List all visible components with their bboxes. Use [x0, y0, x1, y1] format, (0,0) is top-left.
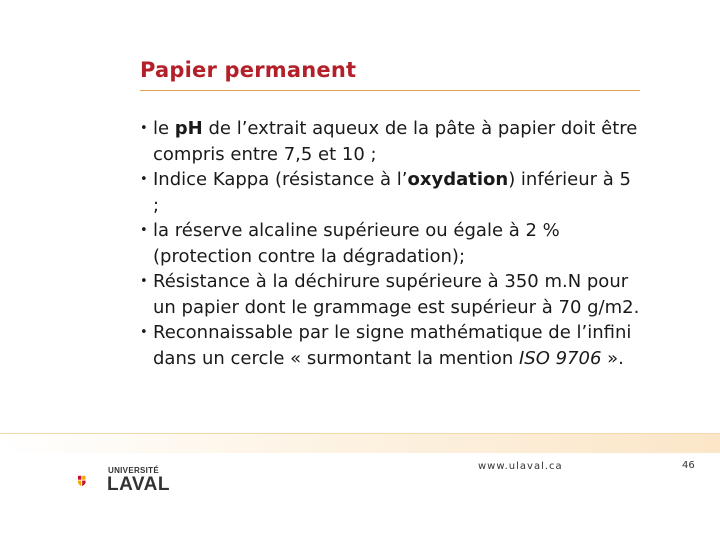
bullet-text: pH — [174, 118, 203, 139]
bullet-text: la réserve alcaline supérieure ou égale à 2 % (protection contre la dégradation); — [153, 220, 560, 267]
bullet-item — [140, 320, 640, 371]
bullet-item — [140, 167, 640, 218]
bullet-item — [140, 218, 640, 269]
bullet-dot-icon: • — [140, 325, 148, 340]
bullet-text: Reconnaissable par le signe mathématique de l’infini dans un cercle « surmontant la mention — [153, 322, 632, 369]
page-number: 46 — [682, 460, 695, 471]
shield-cross-h — [78, 480, 86, 481]
bullet-text: Résistance à la déchirure supérieure à 350 m.N pour un papier dont le grammage est supérieur à 70 g/m2. — [153, 271, 640, 318]
shield-quadrant-bl — [78, 480, 82, 486]
slide-title: Papier permanent — [140, 58, 357, 82]
footer-rule — [0, 433, 720, 434]
footer-band — [0, 433, 720, 453]
bullet-text: ». — [601, 347, 624, 369]
bullet-text: ) inférieur à 5 ; — [153, 169, 631, 216]
bullet-item — [140, 269, 640, 320]
shield-quadrant-tl — [78, 476, 82, 480]
bullet-dot-icon: • — [140, 121, 148, 136]
university-shield-logo — [78, 463, 104, 499]
title-underline — [140, 90, 640, 91]
bullet-text: de l’extrait aqueux de la pâte à papier doit être compris entre 7,5 et 10 ; — [153, 118, 638, 165]
shield-quadrant-br — [82, 480, 86, 486]
footer-url[interactable]: www.ulaval.ca — [478, 461, 563, 472]
bullet-text: le — [153, 118, 175, 139]
bullet-text: Indice Kappa (résistance à l’ — [153, 169, 408, 190]
bullet-item — [140, 116, 640, 167]
logo-university-label: UNIVERSITÉ — [108, 466, 160, 475]
shield-quadrant-tr — [82, 476, 86, 480]
bullet-text: oxydation — [407, 169, 509, 190]
bullet-list — [140, 116, 640, 371]
shield-cross-v — [81, 476, 82, 486]
bullet-dot-icon: • — [140, 274, 148, 289]
bullet-text: ISO 9706 — [518, 347, 602, 369]
bullet-dot-icon: • — [140, 223, 148, 238]
logo-laval-label: LAVAL — [107, 474, 171, 495]
bullet-dot-icon: • — [140, 172, 148, 187]
